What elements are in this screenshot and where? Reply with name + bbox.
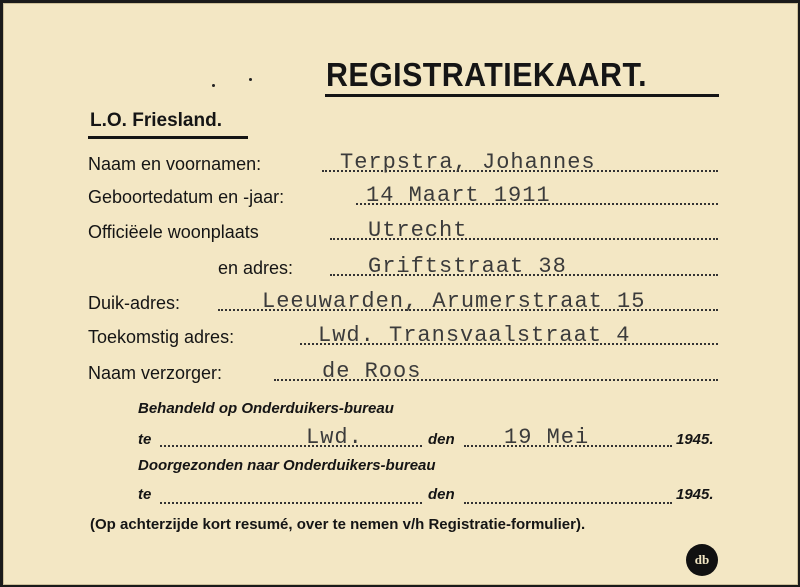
woonplaats-label: Officiëele woonplaats — [88, 222, 259, 242]
title-underline — [325, 94, 719, 97]
behandeld-te-label: te — [138, 431, 152, 448]
doorgezonden-den-label: den — [428, 486, 455, 503]
naam-label: Naam en voornamen: — [88, 154, 262, 174]
adres-value: Griftstraat 38 — [368, 254, 567, 279]
duik-adres-value: Leeuwarden, Arumerstraat 15 — [262, 289, 646, 314]
doorgezonden-heading: Doorgezonden naar Onderduikers-bureau — [138, 457, 436, 474]
toekomstig-adres-label: Toekomstig adres: — [88, 327, 235, 347]
behandeld-den-label: den — [428, 431, 455, 448]
behandeld-te-value: Lwd. — [306, 425, 363, 450]
toekomstig-adres-value: Lwd. Transvaalstraat 4 — [318, 323, 631, 348]
dotted-line — [160, 502, 422, 504]
dotted-line — [464, 502, 672, 504]
naam-value: Terpstra, Johannes — [340, 150, 596, 175]
field-toekomstig-adres — [4, 323, 794, 355]
doorgezonden-year: 1945. — [676, 486, 714, 503]
doorgezonden-line — [4, 486, 794, 514]
registration-card — [3, 3, 798, 585]
field-naam — [4, 150, 794, 182]
field-duik-adres — [4, 289, 794, 321]
geboortedatum-label: Geboortedatum en -jaar: — [88, 187, 285, 207]
footnote: (Op achterzijde kort resumé, over te nemen v/h Registratie-formulier). — [90, 516, 586, 533]
verzorger-label: Naam verzorger: — [88, 363, 223, 383]
duik-adres-label: Duik-adres: — [88, 293, 181, 313]
field-adres — [4, 254, 794, 286]
card-title: REGISTRATIEKAART. — [326, 56, 647, 93]
dotted-line — [160, 445, 422, 447]
paper-speck — [212, 84, 215, 87]
field-woonplaats — [4, 218, 794, 250]
woonplaats-value: Utrecht — [368, 218, 468, 243]
behandeld-year: 1945. — [676, 431, 714, 448]
behandeld-line — [4, 425, 794, 457]
adres-label: en adres: — [218, 258, 294, 278]
paper-speck — [249, 78, 252, 81]
behandeld-den-value: 19 Mei — [504, 425, 590, 450]
field-verzorger — [4, 359, 794, 391]
organisation-label: L.O. Friesland. — [90, 110, 222, 131]
field-geboortedatum — [4, 183, 794, 215]
doorgezonden-te-label: te — [138, 486, 152, 503]
behandeld-heading: Behandeld op Onderduikers-bureau — [138, 400, 394, 417]
publisher-stamp-icon: db — [686, 544, 718, 576]
geboortedatum-value: 14 Maart 1911 — [366, 183, 551, 208]
verzorger-value: de Roos — [322, 359, 422, 384]
organisation-underline — [88, 136, 248, 139]
